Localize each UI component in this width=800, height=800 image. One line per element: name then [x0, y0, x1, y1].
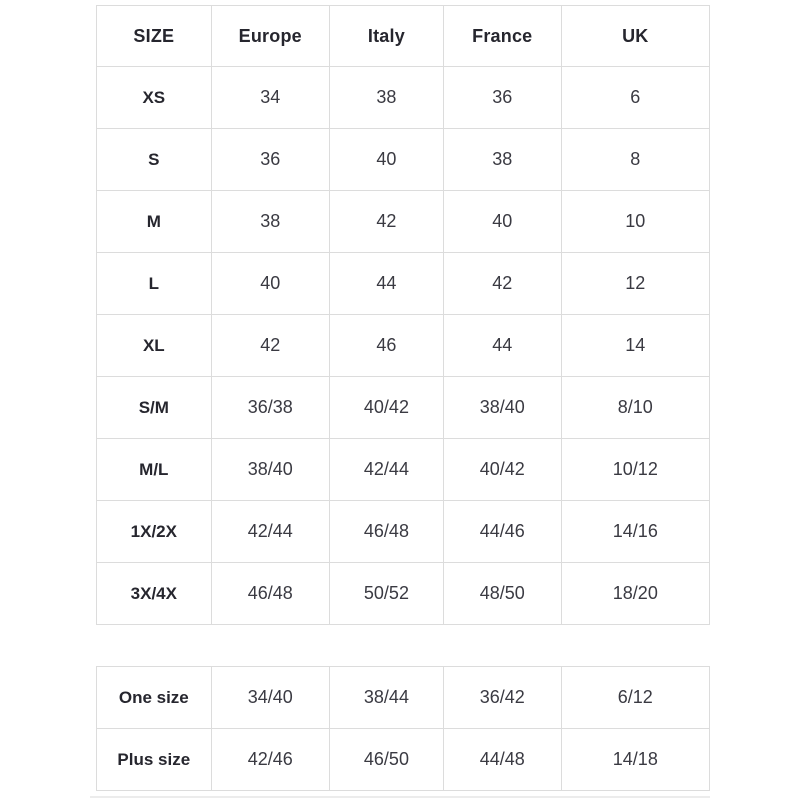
- size-value-cell: 40: [211, 253, 329, 315]
- size-value-cell: 40/42: [443, 439, 561, 501]
- size-value-cell: 42/44: [211, 501, 329, 563]
- size-value-cell: 36/38: [211, 377, 329, 439]
- size-value-cell: 10: [561, 191, 709, 253]
- special-sizes-table: [96, 666, 710, 791]
- size-value-cell: 14: [561, 315, 709, 377]
- column-header-size: SIZE: [97, 6, 212, 67]
- size-label-cell: S/M: [97, 377, 212, 439]
- size-label-cell: L: [97, 253, 212, 315]
- table-row: [97, 315, 710, 377]
- table-row: [97, 729, 710, 791]
- size-value-cell: 38/40: [211, 439, 329, 501]
- size-value-cell: 36: [211, 129, 329, 191]
- table-row: [97, 191, 710, 253]
- table-row: [97, 563, 710, 625]
- size-label-cell: 3X/4X: [97, 563, 212, 625]
- bottom-cutoff-divider: [90, 796, 710, 798]
- size-value-cell: 8: [561, 129, 709, 191]
- size-label-cell: One size: [97, 667, 212, 729]
- size-value-cell: 48/50: [443, 563, 561, 625]
- size-value-cell: 46/48: [329, 501, 443, 563]
- size-label-cell: XS: [97, 67, 212, 129]
- size-value-cell: 6: [561, 67, 709, 129]
- size-value-cell: 40: [329, 129, 443, 191]
- size-value-cell: 8/10: [561, 377, 709, 439]
- size-value-cell: 14/18: [561, 729, 709, 791]
- column-header-italy: Italy: [329, 6, 443, 67]
- table-row: [97, 377, 710, 439]
- column-header-uk: UK: [561, 6, 709, 67]
- size-value-cell: 42/46: [211, 729, 329, 791]
- size-value-cell: 42/44: [329, 439, 443, 501]
- table-row: [97, 439, 710, 501]
- size-value-cell: 14/16: [561, 501, 709, 563]
- size-value-cell: 12: [561, 253, 709, 315]
- size-value-cell: 36: [443, 67, 561, 129]
- size-conversion-table: [96, 5, 710, 625]
- size-value-cell: 34: [211, 67, 329, 129]
- column-header-france: France: [443, 6, 561, 67]
- size-value-cell: 46/50: [329, 729, 443, 791]
- size-value-cell: 46: [329, 315, 443, 377]
- size-value-cell: 36/42: [443, 667, 561, 729]
- size-value-cell: 38: [329, 67, 443, 129]
- size-value-cell: 38/44: [329, 667, 443, 729]
- column-header-europe: Europe: [211, 6, 329, 67]
- size-label-cell: M/L: [97, 439, 212, 501]
- special-sizes-table-container: [96, 666, 710, 791]
- size-value-cell: 40: [443, 191, 561, 253]
- size-value-cell: 18/20: [561, 563, 709, 625]
- table-row: [97, 501, 710, 563]
- size-value-cell: 10/12: [561, 439, 709, 501]
- size-value-cell: 46/48: [211, 563, 329, 625]
- size-value-cell: 44/46: [443, 501, 561, 563]
- size-label-cell: 1X/2X: [97, 501, 212, 563]
- size-value-cell: 42: [329, 191, 443, 253]
- size-value-cell: 50/52: [329, 563, 443, 625]
- size-value-cell: 44/48: [443, 729, 561, 791]
- size-value-cell: 38/40: [443, 377, 561, 439]
- size-conversion-table-container: [96, 5, 710, 625]
- table-row: [97, 253, 710, 315]
- size-value-cell: 42: [443, 253, 561, 315]
- size-value-cell: 44: [329, 253, 443, 315]
- header-row: [97, 6, 710, 67]
- table-row: [97, 67, 710, 129]
- size-label-cell: M: [97, 191, 212, 253]
- size-value-cell: 42: [211, 315, 329, 377]
- size-value-cell: 34/40: [211, 667, 329, 729]
- size-label-cell: S: [97, 129, 212, 191]
- table-row: [97, 129, 710, 191]
- size-value-cell: 38: [443, 129, 561, 191]
- size-value-cell: 40/42: [329, 377, 443, 439]
- size-value-cell: 38: [211, 191, 329, 253]
- table-row: [97, 667, 710, 729]
- size-label-cell: XL: [97, 315, 212, 377]
- size-label-cell: Plus size: [97, 729, 212, 791]
- size-value-cell: 44: [443, 315, 561, 377]
- size-value-cell: 6/12: [561, 667, 709, 729]
